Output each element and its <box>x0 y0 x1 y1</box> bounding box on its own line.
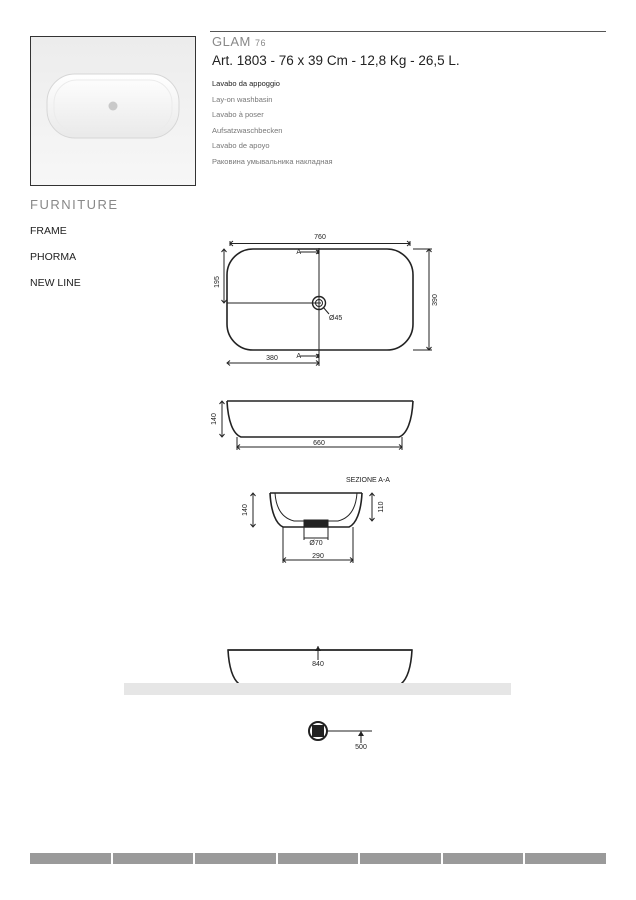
dim-width: 760 <box>314 234 326 241</box>
description-es: Lavabo de apoyo <box>212 141 270 150</box>
dim-side-height: 140 <box>211 413 218 425</box>
dim-section-height: 140 <box>242 504 249 516</box>
floor-view-drawing <box>309 722 372 743</box>
menu-item-phorma[interactable]: PHORMA <box>30 251 77 263</box>
dim-drain-top: Ø45 <box>329 315 343 322</box>
product-name-text: GLAM <box>212 34 251 49</box>
section-mark-top: A <box>296 249 301 256</box>
footer-tab-6[interactable] <box>443 853 524 864</box>
menu-item-frame[interactable]: FRAME <box>30 225 67 237</box>
dim-offset-x: 380 <box>266 355 278 362</box>
description-en: Lay-on washbasin <box>212 94 273 104</box>
footer-tab-5[interactable] <box>360 853 441 864</box>
section-mark-bottom: A <box>296 353 301 360</box>
dim-install-height: 840 <box>312 661 324 668</box>
dim-section-depth: 110 <box>378 501 385 513</box>
footer-tab-4[interactable] <box>278 853 359 864</box>
dim-side-base: 660 <box>313 440 325 447</box>
dim-floor-distance: 500 <box>355 744 367 751</box>
section-title-label: SEZIONE A-A <box>346 477 390 484</box>
dim-offset-y: 195 <box>214 276 221 288</box>
dim-section-base: 290 <box>312 553 324 560</box>
product-article: Art. 1803 - 76 x 39 Cm - 12,8 Kg - 26,5 L. <box>212 53 460 68</box>
description-fr: Lavabo à poser <box>212 110 264 119</box>
section-title: FURNITURE <box>30 197 119 212</box>
dim-height: 390 <box>432 294 439 306</box>
install-view-drawing <box>124 646 511 695</box>
countertop <box>124 683 511 695</box>
footer-tab-2[interactable] <box>113 853 194 864</box>
top-view-drawing <box>222 241 433 366</box>
footer-tab-7[interactable] <box>525 853 606 864</box>
footer-tab-1[interactable] <box>30 853 111 864</box>
product-model-size: 76 <box>254 38 266 48</box>
description-it: Lavabo da appoggio <box>212 79 280 88</box>
description-ru: Раковина умывальника накладная <box>212 156 333 166</box>
dim-section-drain: Ø70 <box>309 540 323 547</box>
footer-nav-bar <box>30 853 606 864</box>
menu-item-new-line[interactable]: NEW LINE <box>30 277 81 289</box>
footer-tab-3[interactable] <box>195 853 276 864</box>
description-de: Aufsatzwaschbecken <box>212 125 283 135</box>
